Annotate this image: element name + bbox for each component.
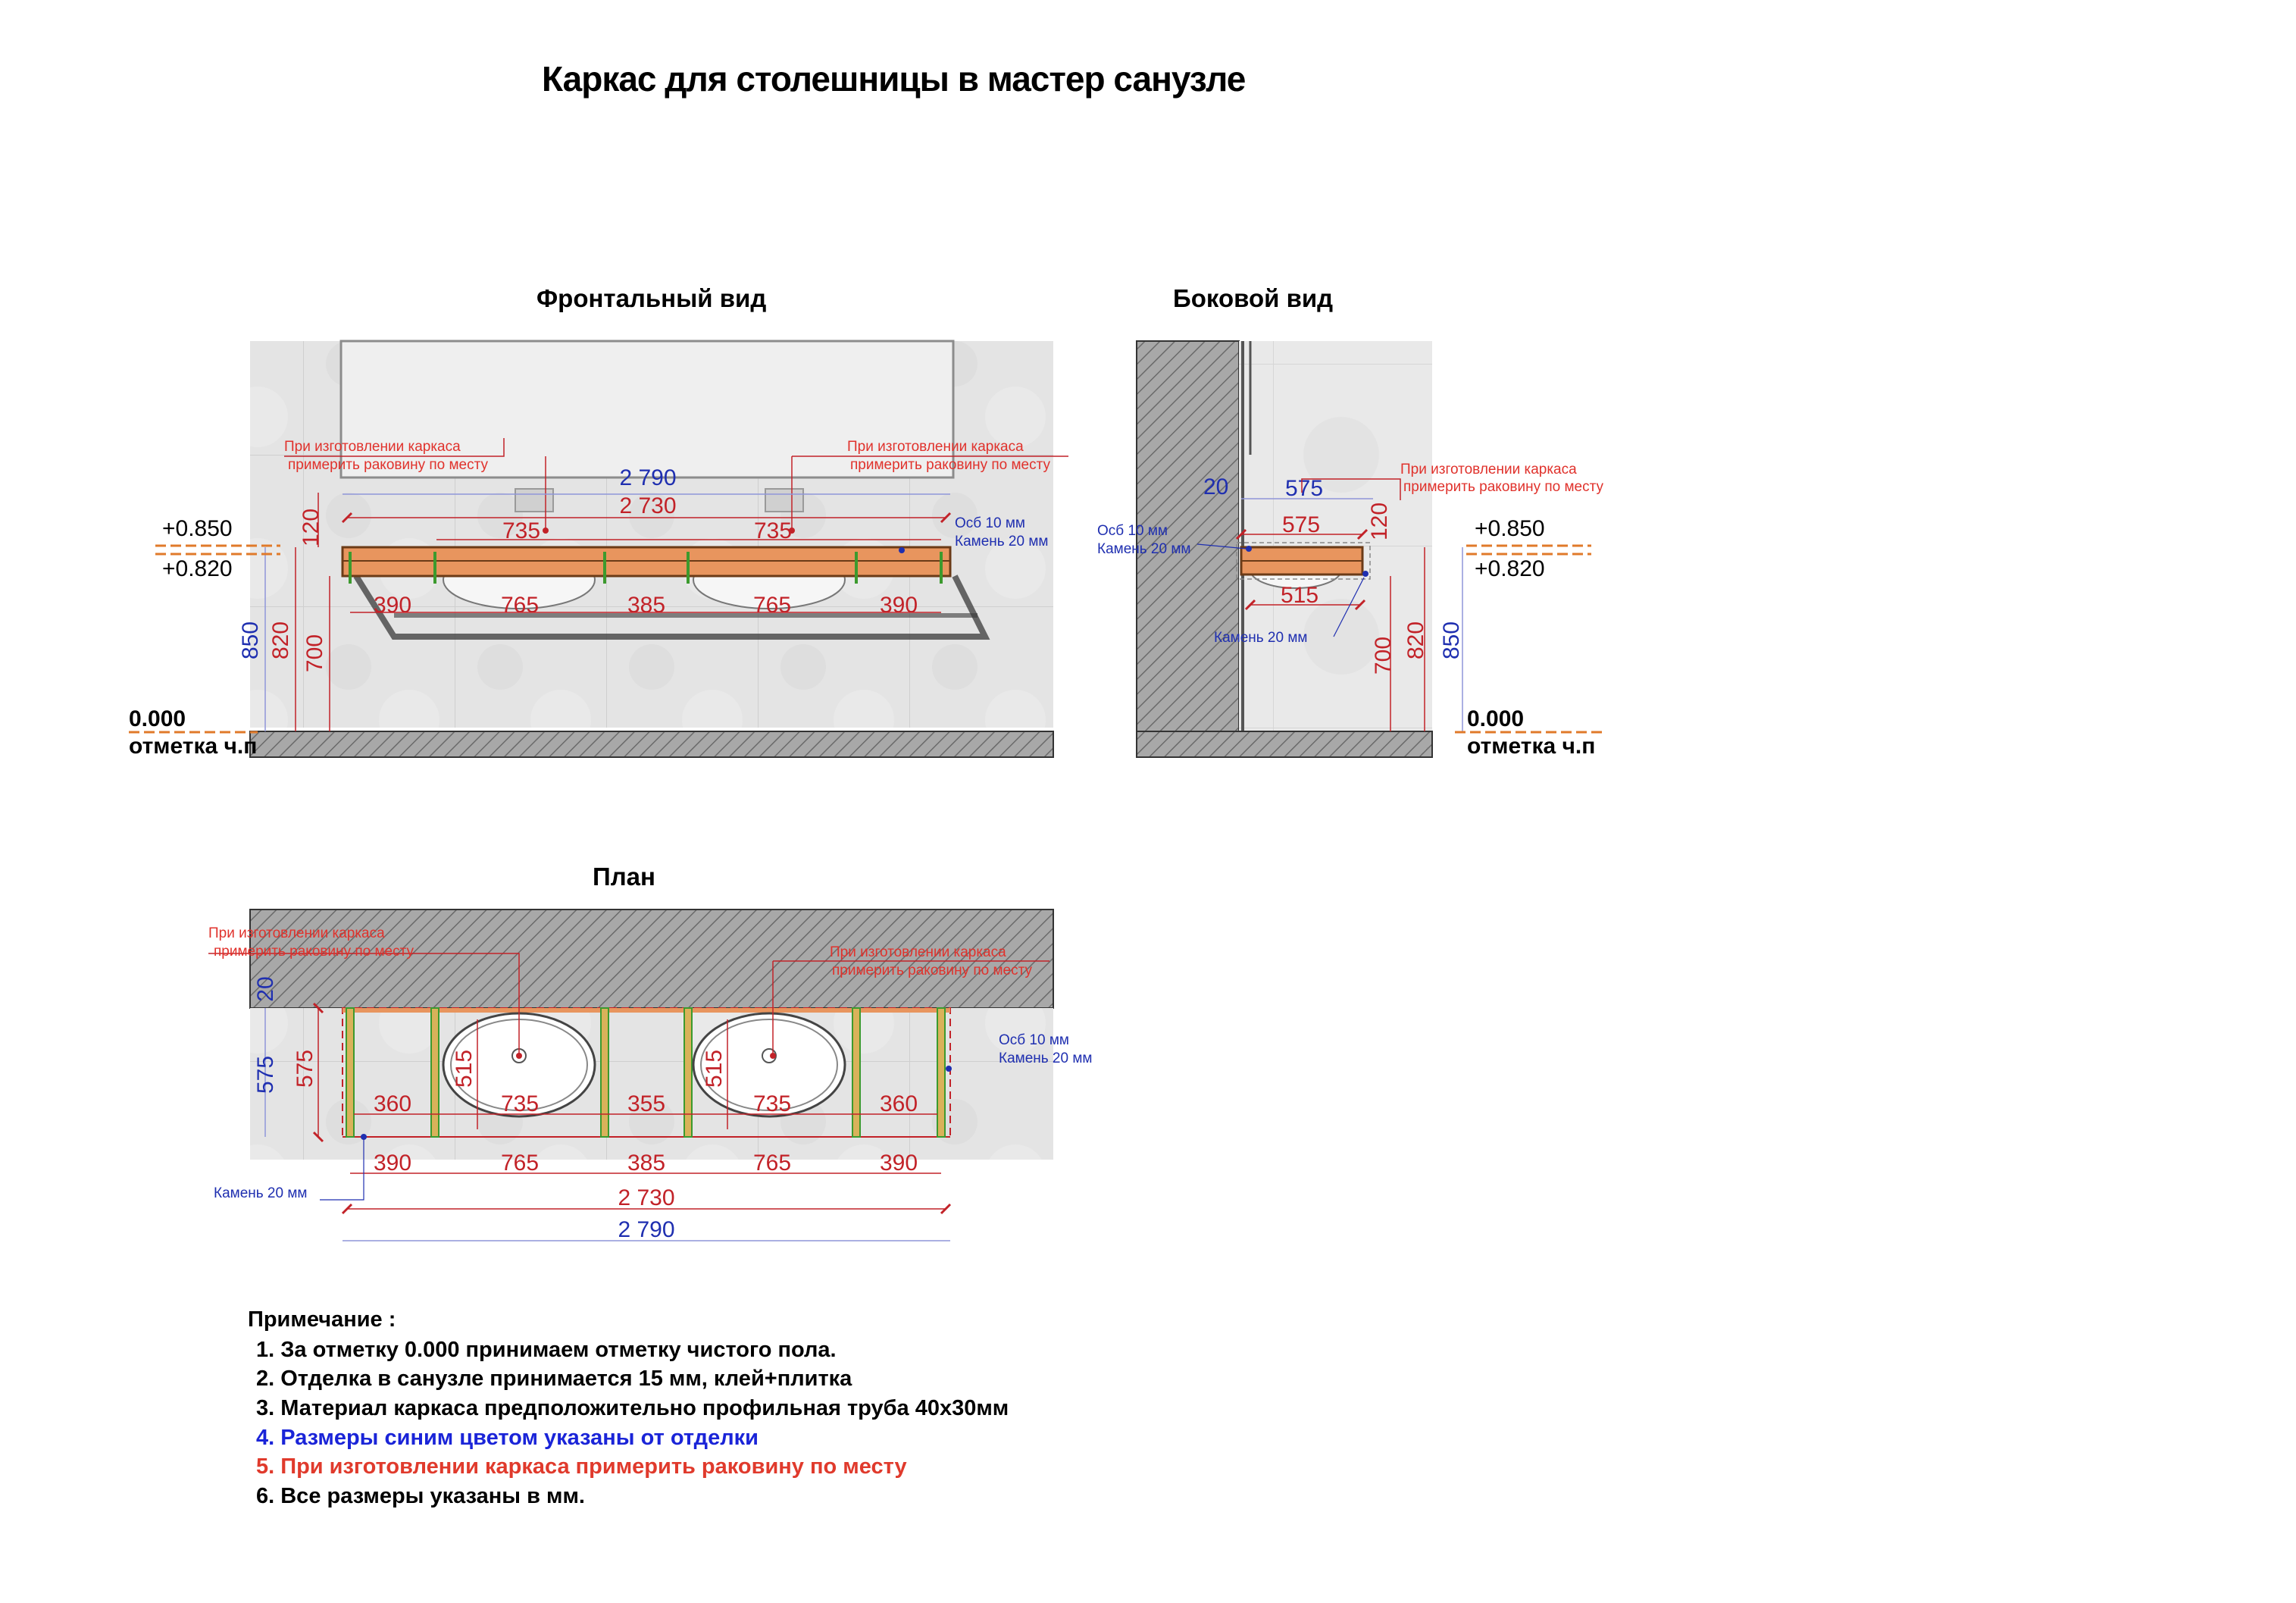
dim-front-2790: 2 790 [619, 465, 677, 490]
dim-plan-inner-5: 360 [879, 1091, 918, 1116]
dim-plan-inner-3: 355 [627, 1091, 666, 1116]
callout-line-1: При изготовлении каркаса [1400, 462, 1577, 477]
front-view-title: Фронтальный вид [536, 284, 767, 312]
floor-mark-left: отметка ч.п [129, 734, 258, 759]
dim-side-850: 850 [1439, 621, 1464, 660]
dim-front-span-4: 765 [752, 593, 792, 618]
notes [248, 1307, 1009, 1508]
dim-front-span-5: 390 [879, 593, 918, 618]
dim-plan-inner-2: 735 [500, 1091, 540, 1116]
label-osb-plan: Осб 10 мм [999, 1032, 1069, 1048]
faucet-icon [765, 489, 803, 512]
dim-front-span-2: 765 [500, 593, 540, 618]
callout-line-2: примерить раковину по месту [288, 457, 489, 473]
floor-slab [250, 731, 1053, 757]
label-stone-side-bottom: Камень 20 мм [1214, 630, 1308, 646]
dim-plan-20: 20 [253, 976, 278, 1002]
note-4: 4. Размеры синим цветом указаны от отделки [256, 1426, 759, 1450]
dim-side-700: 700 [1371, 636, 1396, 675]
level-floor-left: 0.000 [129, 706, 186, 731]
dim-plan-sink-depth-2: 515 [702, 1049, 727, 1088]
side-view [1097, 284, 1604, 759]
dim-front-850: 850 [238, 621, 263, 660]
callout-line-2: примерить раковину по месту [832, 963, 1033, 978]
dim-plan-inner-1: 360 [373, 1091, 412, 1116]
dim-side-575-frame: 575 [1282, 512, 1321, 537]
note-2: 2. Отделка в санузле принимается 15 мм, клей+плитка [256, 1367, 852, 1391]
dim-front-700: 700 [302, 634, 327, 673]
dim-plan-inner-4: 735 [752, 1091, 792, 1116]
note-3: 3. Материал каркаса предположительно профильная труба 40x30мм [256, 1396, 1009, 1420]
dim-side-20: 20 [1203, 474, 1229, 499]
dim-front-120: 120 [299, 508, 324, 547]
callout-line-2: примерить раковину по месту [850, 457, 1051, 473]
dim-plan-span-1: 390 [373, 1151, 412, 1176]
dim-front-sink-axis-2: 735 [753, 518, 793, 543]
note-6: 6. Все размеры указаны в мм. [256, 1484, 585, 1508]
dim-front-820: 820 [268, 621, 293, 660]
dim-plan-span-2: 765 [500, 1151, 540, 1176]
callout-line-1: При изготовлении каркаса [284, 439, 461, 455]
dim-plan-span-4: 765 [752, 1151, 792, 1176]
level-top-left: +0.850 [162, 516, 233, 541]
plan-view-title: План [593, 863, 655, 891]
label-stone-plan-bottom: Камень 20 мм [214, 1185, 308, 1201]
level-top-right: +0.850 [1475, 516, 1545, 541]
side-tile [1239, 341, 1432, 731]
page-title: Каркас для столешницы в мастер санузле [542, 59, 1246, 99]
dim-plan-2730: 2 730 [618, 1185, 675, 1210]
label-osb-side: Осб 10 мм [1097, 523, 1168, 539]
dim-plan-575-finish: 575 [253, 1055, 278, 1094]
callout-line-1: При изготовлении каркаса [208, 925, 385, 941]
dim-side-515: 515 [1281, 583, 1319, 608]
dim-plan-2790: 2 790 [618, 1217, 675, 1242]
dim-plan-span-3: 385 [627, 1151, 666, 1176]
note-5: 5. При изготовлении каркаса примерить раковину по месту [256, 1454, 907, 1479]
callout-line-1: При изготовлении каркаса [830, 944, 1006, 960]
dim-front-2730: 2 730 [619, 493, 677, 518]
callout-line-1: При изготовлении каркаса [847, 439, 1024, 455]
side-view-title: Боковой вид [1173, 284, 1334, 312]
dim-front-span-3: 385 [627, 593, 666, 618]
label-osb-front: Осб 10 мм [955, 515, 1025, 531]
dim-plan-sink-depth-1: 515 [452, 1049, 477, 1088]
front-view [129, 284, 1068, 759]
label-stone-plan: Камень 20 мм [999, 1050, 1093, 1066]
callout-line-2: примерить раковину по месту [214, 944, 414, 960]
dim-plan-span-5: 390 [879, 1151, 918, 1176]
floor-mark-right: отметка ч.п [1467, 734, 1596, 759]
dim-plan-575-frame: 575 [292, 1049, 317, 1088]
side-floor-slab [1137, 731, 1432, 757]
label-stone-front: Камень 20 мм [955, 534, 1049, 549]
dim-front-sink-axis-1: 735 [502, 518, 541, 543]
level-frame-right: +0.820 [1475, 556, 1545, 581]
dim-front-span-1: 390 [373, 593, 412, 618]
faucet-icon [515, 489, 553, 512]
note-1: 1. За отметку 0.000 принимаем отметку чистого пола. [256, 1338, 837, 1362]
notes-heading: Примечание : [248, 1307, 396, 1332]
level-floor-right: 0.000 [1467, 706, 1525, 731]
plan-view [208, 863, 1092, 1242]
dim-side-120: 120 [1367, 502, 1392, 541]
level-frame-left: +0.820 [162, 556, 233, 581]
dim-side-575-finish: 575 [1285, 476, 1324, 501]
label-stone-side: Камень 20 мм [1097, 541, 1191, 557]
dim-side-820: 820 [1403, 621, 1428, 660]
callout-line-2: примерить раковину по месту [1403, 479, 1604, 495]
